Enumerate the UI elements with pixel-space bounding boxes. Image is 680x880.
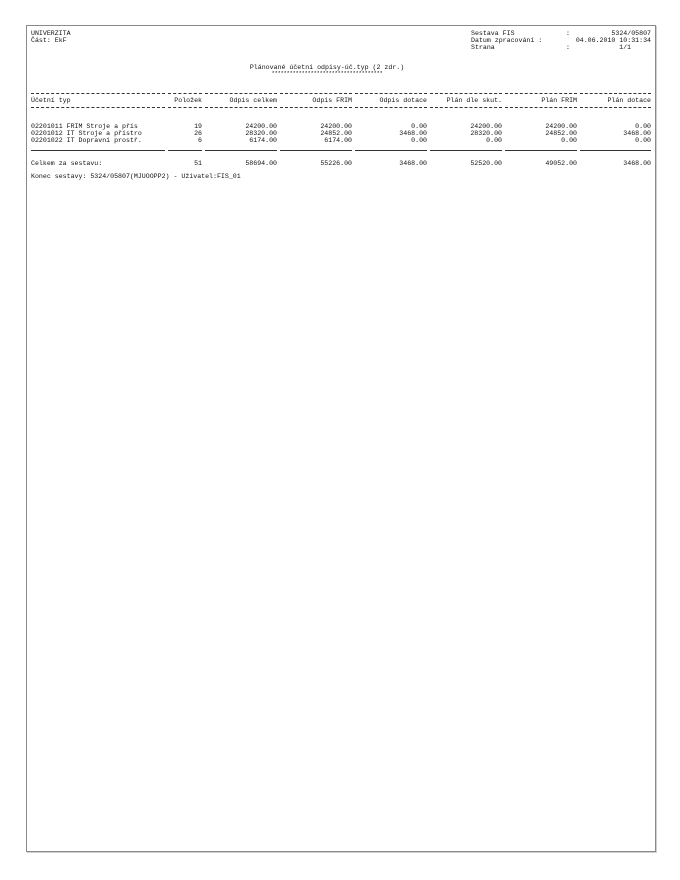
header-rule-bottom — [430, 107, 502, 108]
col-odpis-dotace: Odpis dotace — [379, 97, 427, 104]
cell-plan-dotace: 0.00 — [635, 123, 651, 130]
cell-odpis-dotace: 3468.00 — [399, 130, 427, 137]
report-page — [26, 25, 656, 852]
total-odpis-dotace: 3468.00 — [399, 160, 427, 167]
total-rule — [280, 150, 352, 151]
col-odpis-celkem: Odpis celkem — [229, 97, 277, 104]
header-rule-bottom — [31, 107, 165, 108]
total-plan-dotace: 3468.00 — [623, 160, 651, 167]
cell-plan-dle-skut: 0.00 — [486, 137, 502, 144]
header-rule-top — [580, 93, 651, 94]
total-polozek: 51 — [194, 160, 202, 167]
page-number: 1/1 — [619, 44, 631, 51]
header-rule-top — [168, 93, 202, 94]
total-label: Celkem za sestavu: — [31, 160, 103, 167]
cell-plan-frim: 0.00 — [561, 137, 577, 144]
report-footer: Konec sestavy: 5324/05807(MJUOOPP2) - Uživatel:FIS_01 — [31, 173, 241, 180]
total-odpis-frim: 55226.00 — [320, 160, 352, 167]
cell-plan-dle-skut: 24200.00 — [470, 123, 502, 130]
total-plan-frim: 49052.00 — [545, 160, 577, 167]
total-rule — [430, 150, 502, 151]
col-ucetni-typ: Účetní typ — [31, 97, 71, 104]
cell-plan-dotace: 3468.00 — [623, 130, 651, 137]
date-value: 04.06.2010 10:31:34 — [575, 37, 651, 44]
cell-plan-frim: 24200.00 — [545, 123, 577, 130]
total-rule — [355, 150, 427, 151]
cell-plan-dotace: 0.00 — [635, 137, 651, 144]
total-rule — [31, 150, 165, 151]
header-rule-bottom — [280, 107, 352, 108]
report-sep: : — [566, 30, 570, 37]
total-rule — [168, 150, 202, 151]
cell-odpis-frim: 24852.00 — [320, 130, 352, 137]
cell-typ: 02201011 FRIM Stroje a přís — [31, 123, 138, 130]
date-label: Datum zpracování : — [471, 37, 543, 44]
cell-odpis-celkem: 24200.00 — [245, 123, 277, 130]
report-title: Plánované účetní odpisy-úč.typ (2 zdr.) — [249, 64, 405, 71]
cell-typ: 02201012 IT Stroje a přístro — [31, 130, 142, 137]
header-rule-top — [205, 93, 277, 94]
cell-polozek: 26 — [194, 130, 202, 137]
header-rule-top — [430, 93, 502, 94]
cell-polozek: 19 — [194, 123, 202, 130]
col-polozek: Položek — [174, 97, 202, 104]
org-name: UNIVERZITA — [31, 30, 71, 37]
total-rule — [205, 150, 277, 151]
page-label: Strana — [471, 44, 495, 51]
cell-plan-frim: 24852.00 — [545, 130, 577, 137]
header-rule-bottom — [355, 107, 427, 108]
header-rule-top — [505, 93, 577, 94]
header-rule-bottom — [505, 107, 577, 108]
col-plan-dle-skut: Plán dle skut. — [446, 97, 502, 104]
header-rule-top — [31, 93, 165, 94]
report-label: Sestava FIS — [471, 30, 515, 37]
cell-plan-dle-skut: 28320.00 — [470, 130, 502, 137]
report-number: 5324/05807 — [611, 30, 651, 37]
header-rule-bottom — [205, 107, 277, 108]
cell-odpis-frim: 6174.00 — [324, 137, 352, 144]
org-part: Část: EkF — [31, 37, 67, 44]
cell-odpis-celkem: 6174.00 — [249, 137, 277, 144]
cell-polozek: 6 — [198, 137, 202, 144]
page-sep: : — [566, 44, 570, 51]
cell-odpis-frim: 24200.00 — [320, 123, 352, 130]
header-rule-bottom — [168, 107, 202, 108]
total-odpis-celkem: 58694.00 — [245, 160, 277, 167]
col-plan-frim: Plán FRIM — [541, 97, 577, 104]
total-rule — [580, 150, 651, 151]
header-rule-bottom — [580, 107, 651, 108]
cell-odpis-celkem: 28320.00 — [245, 130, 277, 137]
col-odpis-frim: Odpis FRIM — [312, 97, 352, 104]
cell-odpis-dotace: 0.00 — [411, 123, 427, 130]
cell-odpis-dotace: 0.00 — [411, 137, 427, 144]
header-rule-top — [355, 93, 427, 94]
total-plan-dle-skut: 52520.00 — [470, 160, 502, 167]
total-rule — [505, 150, 577, 151]
title-underline: ************************************* — [271, 70, 383, 77]
header-rule-top — [280, 93, 352, 94]
cell-typ: 02201022 IT Dopravní prostř. — [31, 137, 142, 144]
col-plan-dotace: Plán dotace — [607, 97, 651, 104]
